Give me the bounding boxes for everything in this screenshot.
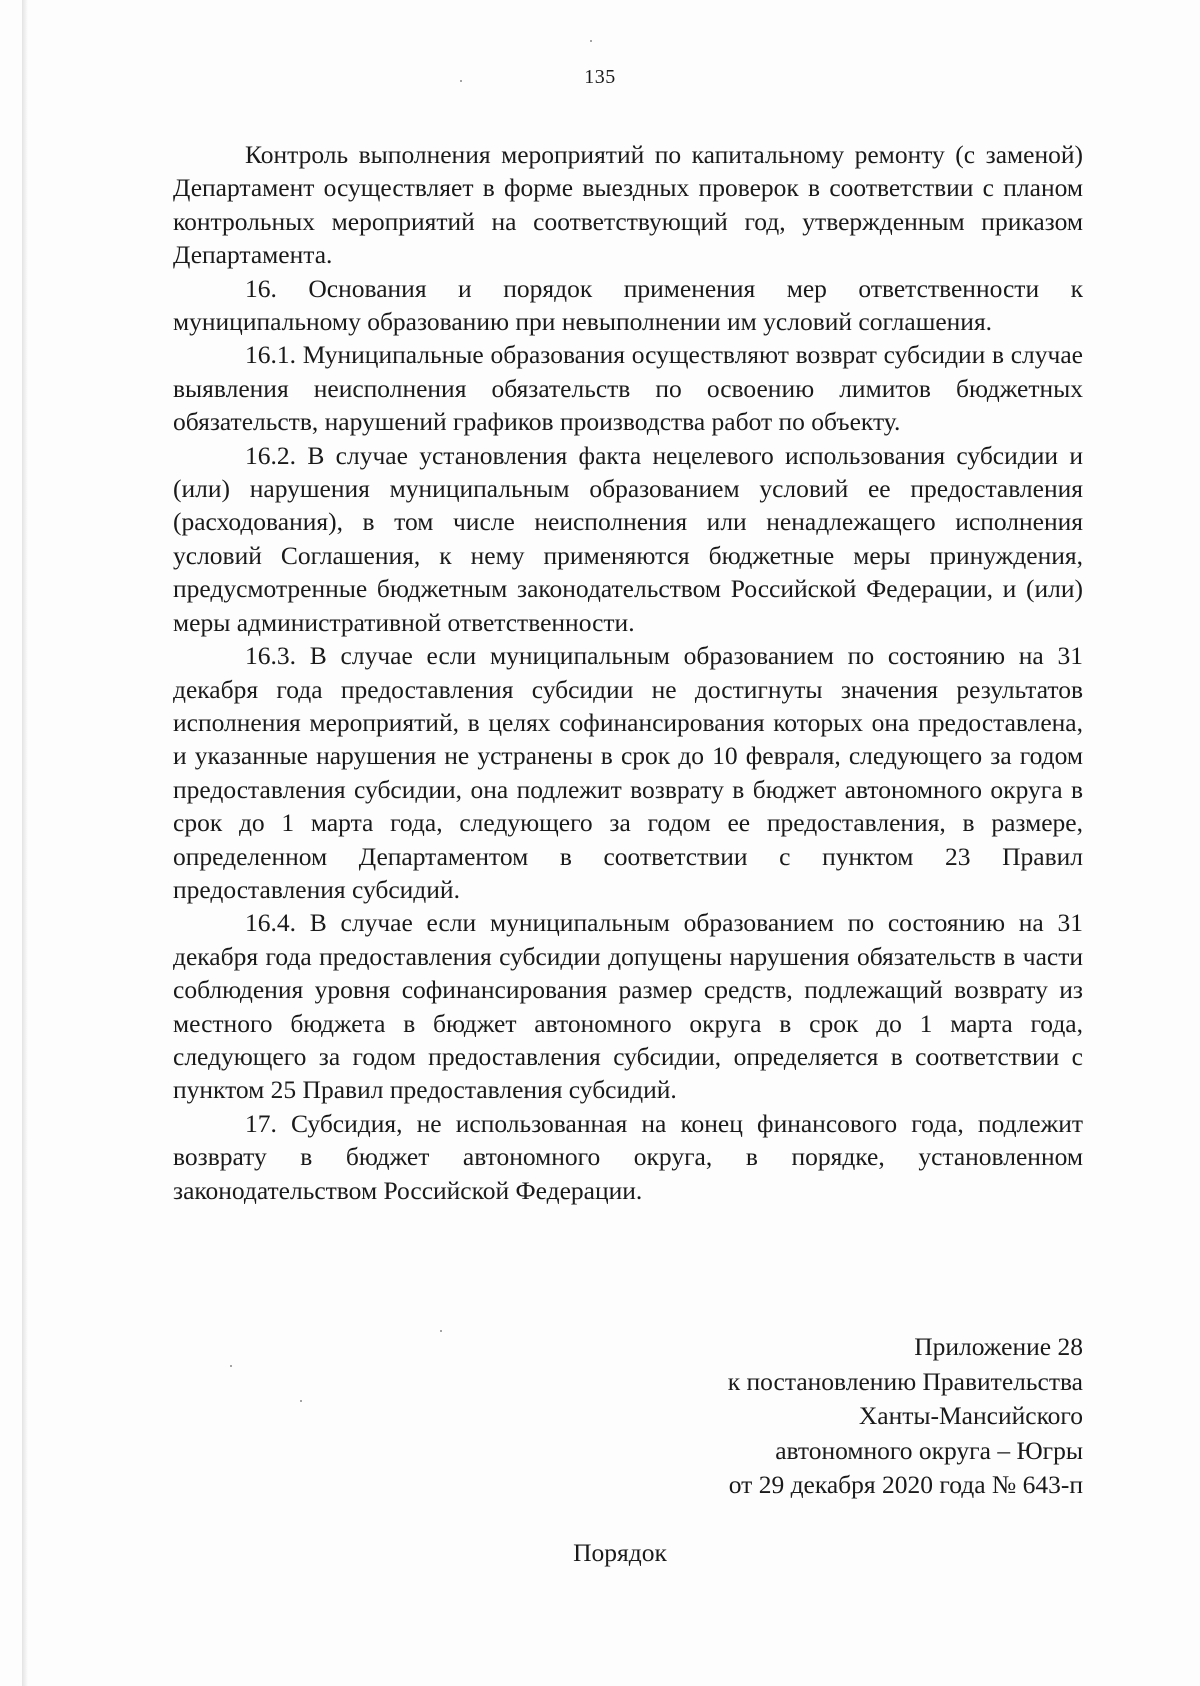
scan-edge <box>22 0 28 1686</box>
scan-speck <box>300 1400 302 1402</box>
scan-speck <box>230 1365 232 1367</box>
paragraph-16-2: 16.2. В случае установления факта нецелевого использования субсидии и (или) нарушения муниципальным образованием условий ее предоставления (расходования), в том числе неисполнения или ненадлежащего исполнения условий Соглашения, к нему применяются бюджетные меры принуждения, предусмотренные бюджетным законодательством Российской Федерации, и (или) меры административной ответственности. <box>173 440 1083 637</box>
document-body <box>173 138 1083 1207</box>
paragraph-16-4: 16.4. В случае если муниципальным образованием по состоянию на 31 декабря года предоставления субсидии допущены нарушения обязательств в части соблюдения уровня софинансирования размер средств, подлежащий возврату из местного бюджета в бюджет автономного округа в срок до 1 марта года, следующего за годом предоставления субсидии, определяется в соответствии с пунктом 25 Правил предоставления субсидий. <box>173 908 1083 1105</box>
appendix-header <box>523 1330 1083 1503</box>
paragraph-control: Контроль выполнения мероприятий по капитальному ремонту (с заменой) Департамент осуществляет в форме выездных проверок в соответствии с планом контрольных мероприятий на соответствующий год, утвержденным приказом Департамента. <box>173 140 1083 270</box>
paragraph-16-3: 16.3. В случае если муниципальным образованием по состоянию на 31 декабря года предоставления субсидии не достигнуты значения результатов исполнения мероприятий, в целях софинансирования которых она предоставлена, и указанные нарушения не устранены в срок до 10 февраля, следующего за годом предоставления субсидии, она подлежит возврату в бюджет автономного округа в срок до 1 марта года, следующего за годом ее предоставления, в размере, определенном Департаментом в соответствии с пунктом 23 Правил предоставления субсидий. <box>173 641 1083 904</box>
appendix-date: от 29 декабря 2020 года № 643-п <box>728 1470 1083 1499</box>
paragraph-16: 16. Основания и порядок применения мер ответственности к муниципальному образованию при невыполнении им условий соглашения. <box>173 273 1083 337</box>
appendix-region-okrug: автономного округа – Югры <box>775 1435 1083 1465</box>
appendix-region: Ханты-Мансийского <box>858 1401 1083 1430</box>
appendix-number: Приложение 28 <box>914 1332 1083 1361</box>
appendix-decree: к постановлению Правительства <box>727 1366 1083 1396</box>
section-title: Порядок <box>573 1538 667 1567</box>
scan-speck <box>590 40 592 42</box>
page-number: 135 <box>584 66 616 88</box>
paragraph-17: 17. Субсидия, не использованная на конец финансового года, подлежит возврату в бюджет автономного округа, в порядке, установленном законодательством Российской Федерации. <box>173 1108 1083 1205</box>
scan-speck <box>440 1330 442 1332</box>
scan-speck <box>460 80 462 82</box>
paragraph-16-1: 16.1. Муниципальные образования осуществляют возврат субсидии в случае выявления неисполнения обязательств по освоению лимитов бюджетных обязательств, нарушений графиков производства работ по объекту. <box>173 340 1083 437</box>
